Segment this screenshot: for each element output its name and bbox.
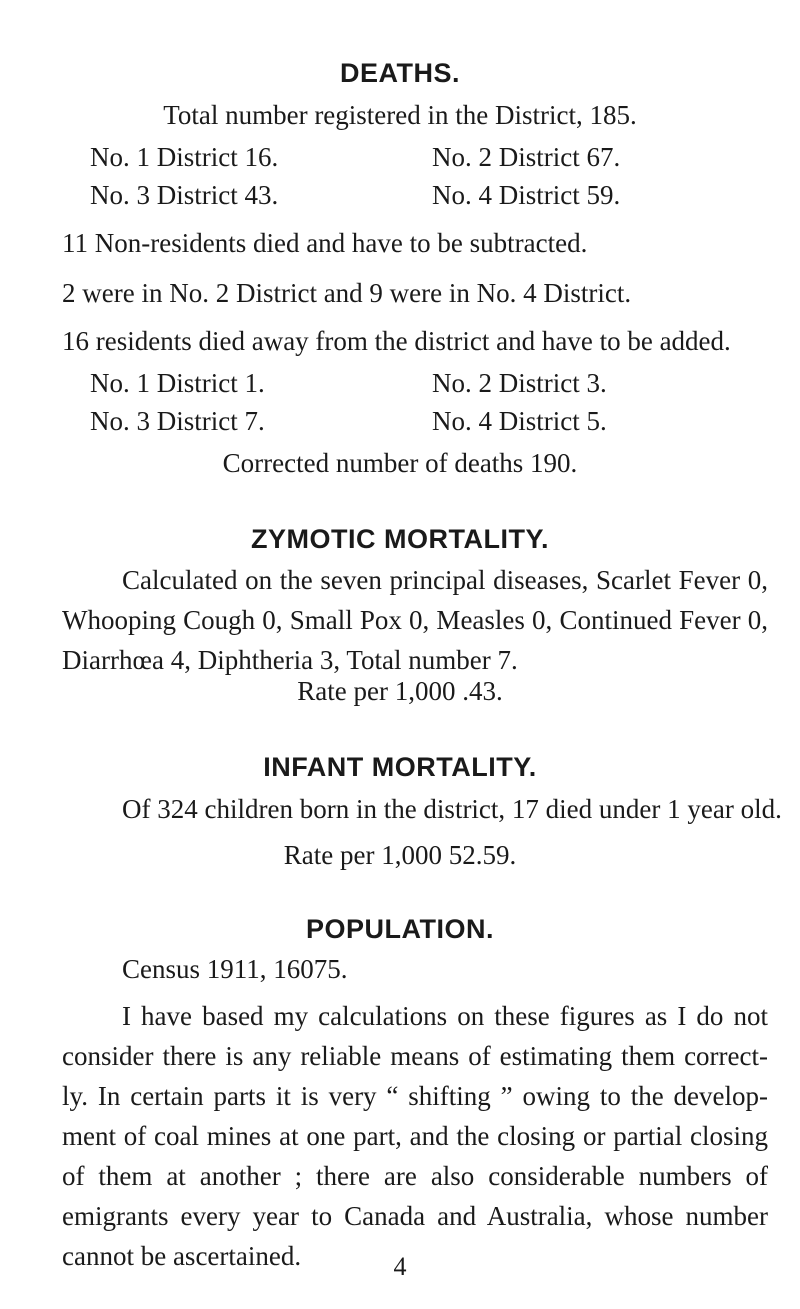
infant-paragraph: Of 324 children born in the district, 17 died under 1 year old. (122, 794, 782, 824)
deaths-heading: DEATHS. (339, 58, 460, 88)
registered-district-1: No. 1 District 16. (90, 142, 279, 172)
registered-district-2: No. 2 District 67. (432, 142, 621, 172)
infant-rate: Rate per 1,000 52.59. (283, 840, 517, 870)
zymotic-rate: Rate per 1,000 .43. (297, 676, 503, 706)
non-residents-detail: 2 were in No. 2 District and 9 were in No. 4 District. (62, 278, 632, 308)
added-district-1: No. 1 District 1. (90, 368, 265, 398)
population-heading: POPULATION. (305, 914, 494, 944)
population-paragraph: I have based my calculations on these figures as I do not consider there is any reliable means of estimating them correct-ly. In certain parts it is very “ shifting ” owing to the develop-ment of coal mines at one part, and the closing or partial closing of them at another ; there are also considerable numbers of emigrants every year to Canada and Australia, whose number cannot be ascertained. (62, 1001, 768, 1271)
residents-away-line: 16 residents died away from the district and have to be added. (62, 326, 731, 356)
page-number: 4 (393, 1252, 407, 1281)
census-line: Census 1911, 16075. (122, 954, 348, 984)
zymotic-paragraph: Calculated on the seven principal diseases, Scarlet Fever 0, Whooping Cough 0, Small Pox 0, Measles 0, Continued Fever 0, Diarrhœa 4, Diphtheria 3, Total number 7. (62, 565, 768, 675)
non-residents-line: 11 Non-residents died and have to be subtracted. (62, 228, 588, 258)
added-district-2: No. 2 District 3. (432, 368, 607, 398)
corrected-deaths: Corrected number of deaths 190. (222, 448, 578, 478)
registered-district-3: No. 3 District 43. (90, 180, 279, 210)
registered-district-4: No. 4 District 59. (432, 180, 621, 210)
infant-heading: INFANT MORTALITY. (263, 752, 537, 782)
added-district-4: No. 4 District 5. (432, 406, 607, 436)
zymotic-heading: ZYMOTIC MORTALITY. (251, 524, 549, 554)
deaths-total: Total number registered in the District, 185. (163, 100, 637, 130)
added-district-3: No. 3 District 7. (90, 406, 265, 436)
